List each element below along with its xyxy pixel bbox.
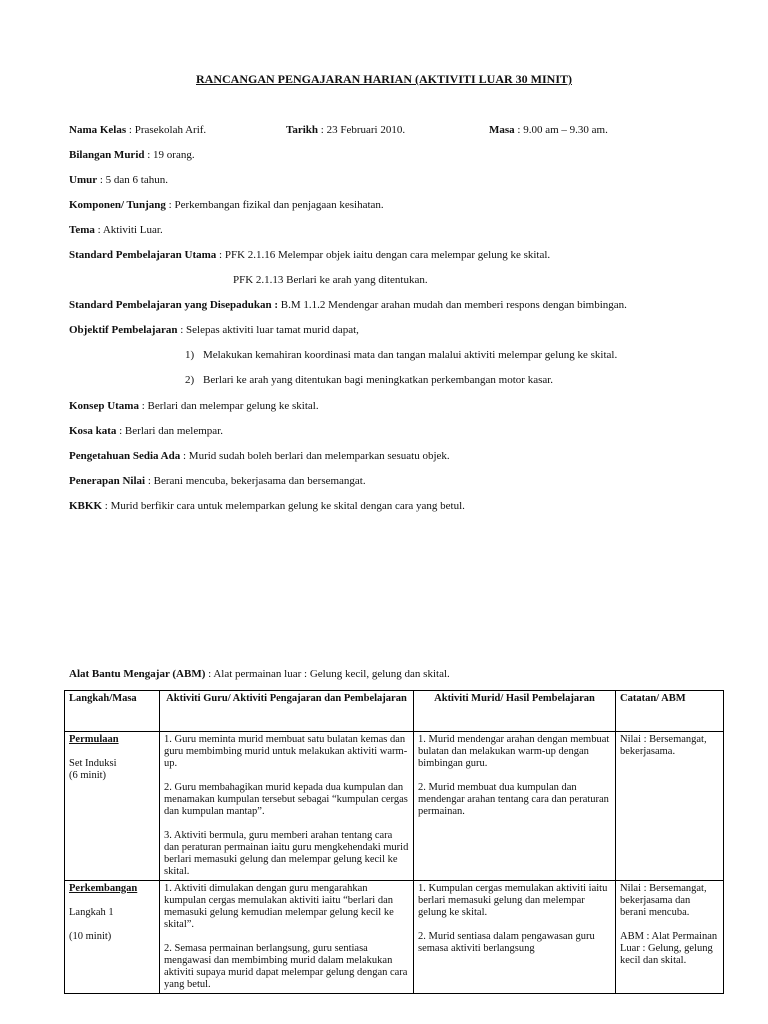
header-aktiviti-murid: Aktiviti Murid/ Hasil Pembelajaran bbox=[414, 691, 616, 732]
masa-value: : 9.00 am – 9.30 am. bbox=[517, 124, 608, 136]
kosa-kata-field bbox=[69, 424, 223, 438]
masa-label: Masa bbox=[489, 124, 515, 136]
tema-field bbox=[69, 223, 163, 237]
objektif-label: Objektif Pembelajaran bbox=[69, 324, 178, 336]
objektif-value: : Selepas aktiviti luar tamat murid dapat, bbox=[180, 324, 359, 336]
objektif-2-number: 2) bbox=[185, 374, 195, 386]
komponen-field bbox=[69, 198, 384, 212]
kbkk-field bbox=[69, 499, 465, 513]
stage-time: (6 minit) bbox=[69, 770, 107, 781]
header-catatan: Catatan/ ABM bbox=[616, 691, 724, 732]
penerapan-nilai-label: Penerapan Nilai bbox=[69, 475, 146, 487]
bilangan-murid-value: : 19 orang. bbox=[147, 149, 195, 161]
abm-value: : Alat permainan luar : Gelung kecil, gelung dan skital. bbox=[208, 668, 450, 680]
stage-step: Set Induksi bbox=[69, 758, 117, 769]
table-row bbox=[65, 732, 724, 881]
stage-name: Perkembangan bbox=[69, 883, 138, 894]
tema-label: Tema bbox=[69, 224, 95, 236]
standard-disepadukan-field bbox=[69, 298, 627, 312]
bilangan-murid-label: Bilangan Murid bbox=[69, 149, 145, 161]
standard-utama-value-2: PFK 2.1.13 Berlari ke arah yang ditentukan. bbox=[233, 274, 428, 286]
tarikh-value: : 23 Februari 2010. bbox=[320, 124, 406, 136]
guru-activity-cell bbox=[160, 881, 414, 994]
guru-step: 2. Semasa permainan berlangsung, guru sentiasa mengawasi dan membimbing murid dalam melakukan aktiviti supaya murid dapat melempar gelung dengan cara yang betul. bbox=[164, 943, 408, 990]
penerapan-nilai-field bbox=[69, 474, 366, 488]
guru-step: 1. Guru meminta murid membuat satu bulatan kemas dan guru membimbing murid untuk melakukan aktiviti warm-up. bbox=[164, 734, 408, 769]
nama-kelas-label: Nama Kelas bbox=[69, 124, 127, 136]
nama-kelas-field bbox=[69, 123, 206, 137]
komponen-value: : Perkembangan fizikal dan penjagaan kesihatan. bbox=[168, 199, 384, 211]
pengetahuan-label: Pengetahuan Sedia Ada bbox=[69, 450, 181, 462]
guru-activity-cell bbox=[160, 732, 414, 881]
guru-step: 1. Aktiviti dimulakan dengan guru mengarahkan kumpulan cergas memulakan aktiviti iaitu “berlari dan memasuki gelung kemudian melempar gelung kecil ke skital”. bbox=[164, 883, 394, 930]
guru-step: 2. Guru membahagikan murid kepada dua kumpulan dan menamakan kumpulan tersebut sebagai “kumpulan cergas dan kumpulan mantap”. bbox=[164, 782, 408, 817]
stage-cell bbox=[65, 732, 160, 881]
standard-utama-label: Standard Pembelajaran Utama bbox=[69, 249, 217, 261]
stage-time: (10 minit) bbox=[69, 931, 112, 942]
guru-step: 3. Aktiviti bermula, guru memberi arahan tentang cara dan peraturan permainan iaitu guru mengkehendaki murid berlari memasuki gelung dan melempar gelung kecil ke skital. bbox=[164, 830, 409, 877]
konsep-utama-label: Konsep Utama bbox=[69, 400, 139, 412]
murid-step: 2. Murid sentiasa dalam pengawasan guru semasa aktiviti berlangsung bbox=[418, 931, 595, 954]
komponen-label: Komponen/ Tunjang bbox=[69, 199, 166, 211]
umur-value: : 5 dan 6 tahun. bbox=[99, 174, 168, 186]
nama-kelas-value: : Prasekolah Arif. bbox=[128, 124, 207, 136]
table-header-row bbox=[65, 691, 724, 732]
kbkk-label: KBKK bbox=[69, 500, 103, 512]
objektif-2-text: Berlari ke arah yang ditentukan bagi meningkatkan perkembangan motor kasar. bbox=[203, 374, 554, 386]
catatan-cell bbox=[616, 732, 724, 881]
pengetahuan-field bbox=[69, 449, 450, 463]
document-title: RANCANGAN PENGAJARAN HARIAN (AKTIVITI LUAR 30 MINIT) bbox=[195, 72, 572, 86]
catatan-note: Nilai : Bersemangat, bekerjasama dan berani mencuba. bbox=[620, 883, 707, 918]
masa-field bbox=[489, 123, 608, 137]
kosa-kata-label: Kosa kata bbox=[69, 425, 117, 437]
objektif-1-number: 1) bbox=[185, 349, 195, 361]
standard-utama-value: : PFK 2.1.16 Melempar objek iaitu dengan cara melempar gelung ke skital. bbox=[219, 249, 551, 261]
table-row bbox=[65, 881, 724, 994]
standard-disepadukan-label: Standard Pembelajaran yang Disepadukan : bbox=[69, 299, 279, 311]
standard-disepadukan-value: B.M 1.1.2 Mendengar arahan mudah dan memberi respons dengan bimbingan. bbox=[280, 299, 627, 311]
abm-label: Alat Bantu Mengajar (ABM) bbox=[69, 668, 206, 680]
catatan-note: ABM : Alat Permainan Luar : Gelung, gelung kecil dan skital. bbox=[620, 931, 718, 966]
tema-value: : Aktiviti Luar. bbox=[97, 224, 163, 236]
catatan-cell bbox=[616, 881, 724, 994]
standard-utama-field bbox=[69, 248, 550, 262]
umur-label: Umur bbox=[69, 174, 98, 186]
murid-activity-cell bbox=[414, 732, 616, 881]
stage-name: Permulaan bbox=[69, 734, 119, 745]
bilangan-murid-field bbox=[69, 148, 195, 162]
umur-field bbox=[69, 173, 168, 187]
konsep-utama-field bbox=[69, 399, 319, 413]
kbkk-value: : Murid berfikir cara untuk melemparkan gelung ke skital dengan cara yang betul. bbox=[104, 500, 465, 512]
murid-step: 2. Murid membuat dua kumpulan dan mendengar arahan tentang cara dan peraturan permainan. bbox=[418, 782, 609, 817]
murid-step: 1. Kumpulan cergas memulakan aktiviti iaitu berlari memasuki gelung dan melempar gelung ke skital. bbox=[418, 883, 608, 918]
tarikh-label: Tarikh bbox=[286, 124, 319, 136]
pengetahuan-value: : Murid sudah boleh berlari dan melemparkan sesuatu objek. bbox=[183, 450, 450, 462]
catatan-note: Nilai : Bersemangat, bekerjasama. bbox=[620, 734, 707, 757]
header-aktiviti-guru: Aktiviti Guru/ Aktiviti Pengajaran dan Pembelajaran bbox=[160, 691, 414, 732]
stage-step: Langkah 1 bbox=[69, 907, 114, 918]
header-langkah: Langkah/Masa bbox=[65, 691, 160, 732]
konsep-utama-value: : Berlari dan melempar gelung ke skital. bbox=[141, 400, 319, 412]
objektif-field bbox=[69, 323, 359, 337]
stage-cell bbox=[65, 881, 160, 994]
lesson-plan-table bbox=[64, 690, 724, 994]
murid-step: 1. Murid mendengar arahan dengan membuat bulatan dan melakukan warm-up dengan bimbingan guru. bbox=[418, 734, 610, 769]
murid-activity-cell bbox=[414, 881, 616, 994]
kosa-kata-value: : Berlari dan melempar. bbox=[119, 425, 223, 437]
objektif-1-text: Melakukan kemahiran koordinasi mata dan tangan malalui aktiviti melempar gelung ke skital. bbox=[203, 349, 618, 361]
abm-field bbox=[69, 667, 450, 681]
tarikh-field bbox=[286, 123, 405, 137]
penerapan-nilai-value: : Berani mencuba, bekerjasama dan bersemangat. bbox=[147, 475, 366, 487]
